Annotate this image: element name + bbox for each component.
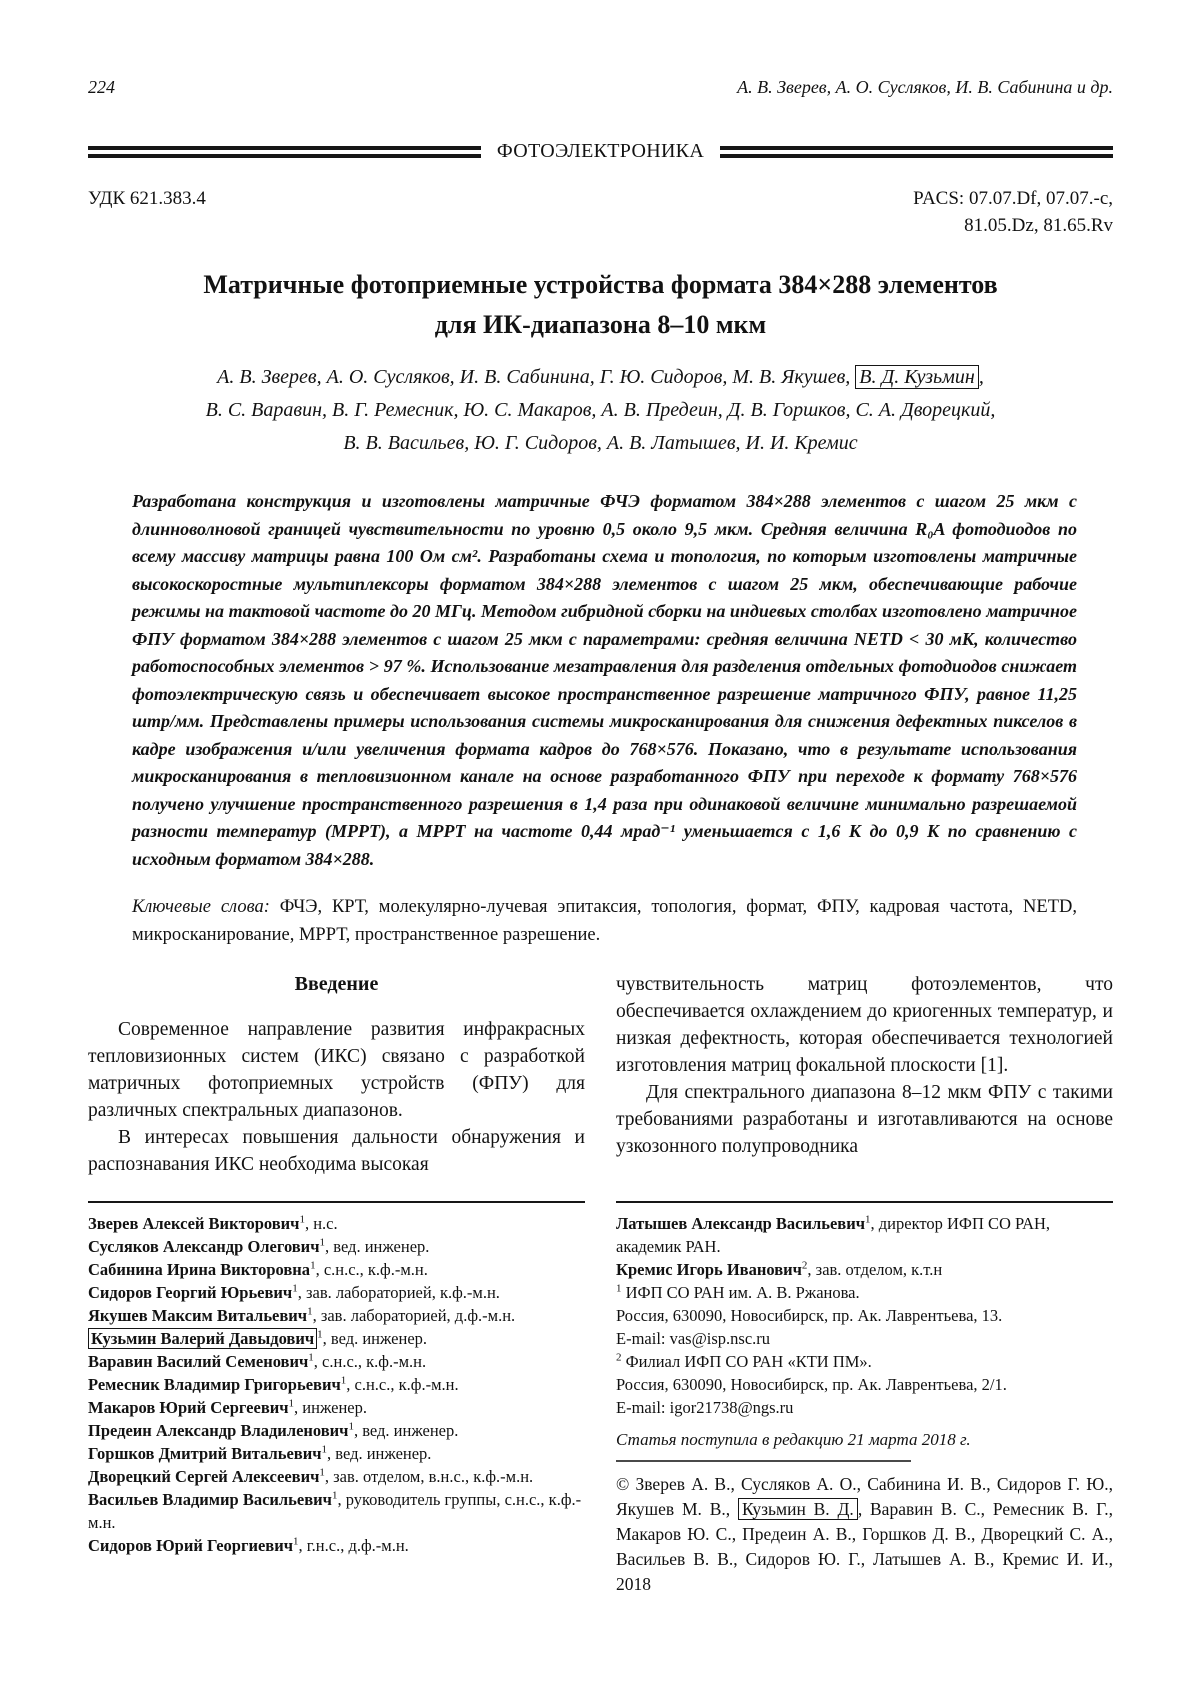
footnote-author: Кузьмин Валерий Давыдович $^1$, вед. инженер.: [88, 1327, 585, 1350]
footnote-author-name: Макаров Юрий Сергеевич: [88, 1398, 289, 1417]
abstract-text: Разработана конструкция и изготовлены матричные ФЧЭ форматом 384×288 элементов с шагом 25 мкм с длинноволновой границей чувствительности по уровню 0,5 около 9,5 мкм. Средняя величина R₀A фотодиодов по всему массиву матрицы равна 100 Ом см². Разработаны схема и топология, по которым изготовлены матричные высокоскоростные мультиплексоры форматом 384×288 элементов с шагом 25 мкм, обеспечивающие рабочие режимы на тактовой частоте до 20 МГц. Методом гибридной сборки на индиевых столбах изготовлено матричное ФПУ форматом 384×288 элементов с шагом 25 мкм с параметрами: средняя величина NETD < 30 мК, количество работоспособных элементов > 97 %. Использование мезатравления для разделения отдельных фотодиодов снижает фотоэлектрическую связь и обеспечивает высокое пространственное разрешение матричного ФПУ, равное 11,25 штр/мм. Представлены примеры использования системы микросканирования для снижения дефектных пикселов в кадре изображения и/или увеличения формата кадров до 768×576. Показано, что в результате использования микросканирования в тепловизионном канале на основе разработанного ФПУ при переходе к формату 768×576 получено улучшение пространственного разрешения в 1,4 раза при одинаковой величине минимально разрешаемой разности температур (МРРТ), а МРРТ на частоте 0,44 мрад⁻¹ уменьшается с 1,6 К до 0,9 К по сравнению с исходным форматом 384×288.: [132, 491, 1077, 869]
article-title-line2: для ИК-диапазона 8–10 мкм: [434, 310, 767, 339]
footnote-author-name: Ремесник Владимир Григорьевич: [88, 1375, 341, 1394]
footnote-author: Предеин Александр Владиленович$^1$, вед. инженер.: [88, 1420, 459, 1440]
footnote-author: Кремис Игорь Иванович$^2$, зав. отделом, к.т.н: [616, 1259, 943, 1279]
footnotes-right-affiliations: [616, 1281, 1113, 1419]
two-column-body: [88, 971, 1113, 1597]
footnote-author-name: Горшков Дмитрий Витальевич: [88, 1444, 322, 1463]
left-column-intro: [88, 971, 585, 1201]
article-title: [88, 265, 1113, 345]
footnote-author-name: Дворецкий Сергей Алексеевич: [88, 1467, 320, 1486]
footnote-author: Ремесник Владимир Григорьевич$^1$, с.н.с., к.ф.-м.н.: [88, 1374, 459, 1394]
author-line-2: В. С. Варавин, В. Г. Ремесник, Ю. С. Макаров, А. В. Предеин, Д. В. Горшков, С. А. Дворецкий,: [205, 399, 996, 421]
footnote-author-name: Сидоров Юрий Георгиевич: [88, 1536, 294, 1555]
affiliation-line: $^2$ Филиал ИФП СО РАН «КТИ ПМ».: [616, 1351, 872, 1371]
footnote-author-name: Латышев Александр Васильевич: [616, 1214, 866, 1233]
footnote-author: Васильев Владимир Васильевич$^1$, руководитель группы, с.н.с., к.ф.-м.н.: [88, 1489, 582, 1532]
footnote-rule-right: [616, 1201, 1113, 1203]
footnote-author-name: Предеин Александр Владиленович: [88, 1421, 349, 1440]
affiliation-line: Россия, 630090, Новосибирск, пр. Ак. Лаврентьева, 2/1.: [616, 1375, 1007, 1394]
intro-paragraph-2: В интересах повышения дальности обнаружения и распознавания ИКС необходима высокая: [88, 1127, 585, 1175]
author-line-3: В. В. Васильев, Ю. Г. Сидоров, А. В. Латышев, И. И. Кремис: [343, 432, 858, 454]
right-column-intro: [616, 971, 1113, 1201]
footnote-author: Латышев Александр Васильевич$^1$, директор ИФП СО РАН, академик РАН.: [616, 1213, 1051, 1256]
footnote-author: Якушев Максим Витальевич$^1$, зав. лабораторией, д.ф.-м.н.: [88, 1305, 516, 1325]
keywords-label: Ключевые слова:: [132, 897, 270, 917]
footnote-author: Зверев Алексей Викторович$^1$, н.с.: [88, 1213, 338, 1233]
footnote-author-name: Кремис Игорь Иванович: [616, 1260, 802, 1279]
author-line-1: [88, 361, 1113, 394]
footnote-author-name: Сидоров Георгий Юрьевич: [88, 1283, 293, 1302]
double-rule-left: [88, 146, 481, 158]
received-date: Статья поступила в редакцию 21 марта 2018 г.: [616, 1430, 971, 1449]
affiliation-line: $^1$ ИФП СО РАН им. А. В. Ржанова.: [616, 1282, 860, 1302]
section-banner: [88, 140, 1113, 163]
author-line-1-post: ,: [978, 366, 984, 388]
footnote-author-name: Васильев Владимир Васильевич: [88, 1490, 332, 1509]
footnote-author-name: Сусляков Александр Олегович: [88, 1237, 320, 1256]
keywords: [132, 893, 1077, 949]
copyright-notice: [616, 1472, 1113, 1597]
footnote-author: Варавин Василий Семенович$^1$, с.н.с., к.ф.-м.н.: [88, 1351, 427, 1371]
footnote-rule-left: [88, 1201, 585, 1203]
footnotes-left-list: [88, 1212, 585, 1557]
deceased-copyright-box: Кузьмин В. Д.: [738, 1498, 858, 1520]
affiliation-line: E-mail: vas@isp.nsc.ru: [616, 1329, 771, 1348]
footnote-author: Сусляков Александр Олегович$^1$, вед. инженер.: [88, 1236, 430, 1256]
author-list: [88, 361, 1113, 460]
section-banner-label: ФОТОЭЛЕКТРОНИКА: [496, 140, 705, 162]
deceased-author-box: В. Д. Кузьмин: [855, 365, 979, 389]
copyright-post: , Варавин В. С., Ремесник В. Г., Макаров Ю. С., Предеин А. В., Горшков Д. В., Дворецкий С. А., Васильев В. В., Сидоров Ю. Г., Латышев А. В., Кремис И. И., 2018: [616, 1499, 1113, 1594]
running-authors: А. В. Зверев, А. О. Сусляков, И. В. Сабинина и др.: [737, 77, 1113, 97]
footnote-author: Горшков Дмитрий Витальевич$^1$, вед. инженер.: [88, 1443, 432, 1463]
double-rule-right: [720, 146, 1113, 158]
pacs-line-1: PACS: 07.07.Df, 07.07.-c,: [913, 188, 1113, 209]
footnote-author: Сидоров Георгий Юрьевич$^1$, зав. лабораторией, к.ф.-м.н.: [88, 1282, 500, 1302]
running-head: [88, 76, 1113, 98]
footnote-author-name: Якушев Максим Витальевич: [88, 1306, 308, 1325]
intro-paragraph-4: Для спектрального диапазона 8–12 мкм ФПУ с такими требованиями разработаны и изготавливаются на основе узкозонного полупроводника: [616, 1082, 1113, 1157]
intro-paragraph-1: Современное направление развития инфракрасных тепловизионных систем (ИКС) связано с разработкой матричных фотоприемных устройств (ФПУ) для различных спектральных диапазонов.: [88, 1019, 585, 1121]
copyright-pre: © Зверев А. В., Сусляков А. О., Сабинина И. В., Сидоров Г. Ю., Якушев М. В.,: [616, 1474, 1113, 1519]
footnote-author-name: Сабинина Ирина Викторовна: [88, 1260, 311, 1279]
copyright-rule: [616, 1460, 911, 1462]
right-column: [616, 971, 1113, 1597]
article-title-line1: Матричные фотоприемные устройства формата 384×288 элементов: [203, 270, 998, 299]
footnote-author: Дворецкий Сергей Алексеевич$^1$, зав. отделом, в.н.с., к.ф.-м.н.: [88, 1466, 534, 1486]
footnote-author: Сабинина Ирина Викторовна$^1$, с.н.с., к.ф.-м.н.: [88, 1259, 428, 1279]
affiliation-line: E-mail: igor21738@ngs.ru: [616, 1398, 794, 1417]
footnote-author-name: Зверев Алексей Викторович: [88, 1214, 300, 1233]
deceased-footnote-box: Кузьмин Валерий Давыдович: [88, 1328, 317, 1349]
affiliation-line: Россия, 630090, Новосибирск, пр. Ак. Лаврентьева, 13.: [616, 1306, 1003, 1325]
footnotes-right-people: [616, 1212, 1113, 1281]
author-line-1-pre: А. В. Зверев, А. О. Сусляков, И. В. Сабинина, Г. Ю. Сидоров, М. В. Якушев,: [217, 366, 856, 388]
footnote-author: Макаров Юрий Сергеевич$^1$, инженер.: [88, 1397, 367, 1417]
introduction-heading: Введение: [294, 973, 379, 995]
left-column: [88, 971, 585, 1597]
footnote-author-name: Варавин Василий Семенович: [88, 1352, 309, 1371]
pacs-line-2: 81.05.Dz, 81.65.Rv: [964, 215, 1113, 236]
keywords-text: ФЧЭ, КРТ, молекулярно-лучевая эпитаксия, топология, формат, ФПУ, кадровая частота, NETD, микросканирование, МРРТ, пространственное разрешение.: [132, 897, 1077, 945]
page-number: 224: [88, 77, 115, 97]
classification-codes: [88, 185, 1113, 239]
pacs-codes: [913, 185, 1113, 239]
footnote-author: Сидоров Юрий Георгиевич$^1$, г.н.с., д.ф.-м.н.: [88, 1535, 409, 1555]
intro-paragraph-3: чувствительность матриц фотоэлементов, что обеспечивается охлаждением до криогенных температур, и низкая дефектность, которая обеспечивается технологией изготовления матриц фокальной плоскости [1].: [616, 974, 1113, 1076]
udk-code: УДК 621.383.4: [88, 188, 206, 209]
